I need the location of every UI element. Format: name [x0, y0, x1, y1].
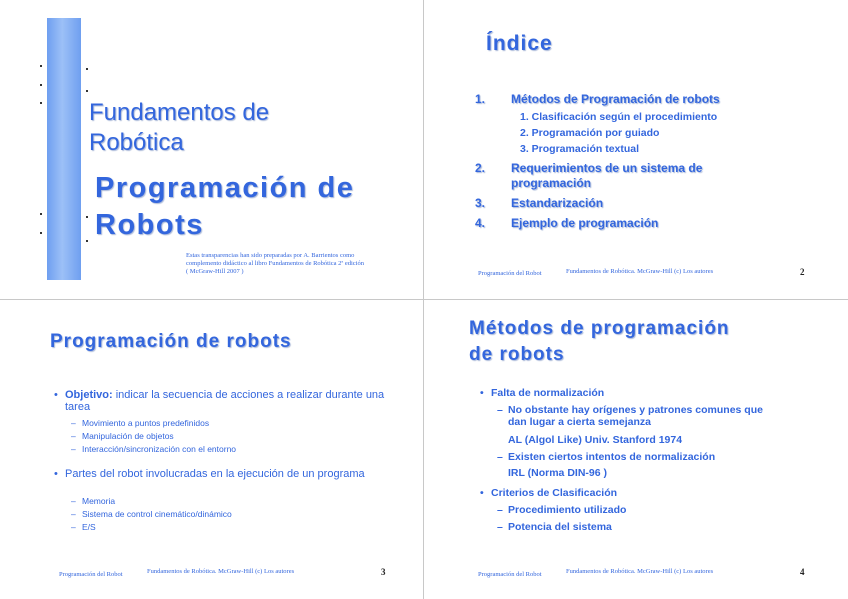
- footer-section: Programación del Robot: [478, 571, 542, 578]
- slide-4-metodos: Métodos de programación de robots • Falta de normalización – No obstante hay orígenes y patrones comunes que dan lugar a cierta semejanza AL (Algol Like) Univ. Stanford 1974 – Existen ciertos intentos de normalización IRL (Norma DIN-96 ) • Criterios de Clasificación – Procedimiento utilizado – Potencia del sistema Programación del Robot Fundamentos de Robótica. McGraw-Hill (c) Los autores 4: [424, 300, 848, 599]
- decorative-tick: [40, 102, 42, 104]
- decorative-tick: [40, 232, 42, 234]
- index-subitem: 2. Programación por guiado: [520, 127, 660, 139]
- bullet-item: • Objetivo: indicar la secuencia de acciones a realizar durante una tarea: [54, 389, 385, 413]
- page-number: 4: [800, 567, 805, 577]
- page-number: 2: [800, 267, 805, 277]
- footer-credits: Fundamentos de Robótica. McGraw-Hill (c) Los autores: [566, 568, 714, 575]
- deck-title: Programación de Robots: [95, 172, 355, 241]
- course-title: Fundamentos de Robótica: [89, 99, 270, 156]
- sub-bullet-item: – No obstante hay orígenes y patrones comunes que dan lugar a cierta semejanza: [497, 404, 763, 428]
- decorative-tick: [86, 240, 88, 242]
- slide-title: Programación de robots: [50, 331, 292, 352]
- decorative-tick: [86, 216, 88, 218]
- author-note: Estas transparencias han sido preparadas por A. Barrientos como complemento didáctico al libro Fundamentos de Robótica 2ª edición ( McGraw-Hill 2007 ): [186, 252, 364, 275]
- slide-2-index: [424, 0, 848, 299]
- index-item: 2. Requerimientos de un sistema de programación: [475, 161, 703, 190]
- decorative-tick: [86, 68, 88, 70]
- footer-credits: Fundamentos de Robótica. McGraw-Hill (c) Los autores: [147, 568, 295, 575]
- decorative-tick: [40, 84, 42, 86]
- footer-section: Programación del Robot: [59, 571, 123, 578]
- index-item: 1. Métodos de Programación de robots: [475, 92, 720, 106]
- index-item: 3. Estandarización: [475, 196, 604, 210]
- slide-1-cover: [0, 0, 423, 299]
- index-subitem: 1. Clasificación según el procedimiento: [520, 111, 718, 123]
- decorative-side-bar: [47, 18, 81, 280]
- index-subitem: 3. Programación textual: [520, 143, 640, 155]
- decorative-tick: [86, 90, 88, 92]
- index-item: 4. Ejemplo de programación: [475, 216, 659, 230]
- decorative-tick: [40, 65, 42, 67]
- sub-bullet-detail: AL (Algol Like) Univ. Stanford 1974: [508, 434, 683, 446]
- slide-title: Índice: [486, 32, 553, 55]
- bullet-item: • Partes del robot involucradas en la ejecución de un programa: [54, 468, 365, 480]
- slide-3-programacion: Programación de robots • Objetivo: indicar la secuencia de acciones a realizar durante una tarea – Movimiento a puntos predefinidos – Manipulación de objetos – Interacción/sincronización con el entorno • Partes del robot involucradas en la ejecución de un programa – Memoria – Sistema de control cinemático/dinámico – E/S Programación del Robot Fundamentos de Robótica. McGraw-Hill (c) Los autores 3: [0, 300, 423, 599]
- footer-credits: Fundamentos de Robótica. McGraw-Hill (c) Los autores: [566, 268, 714, 275]
- sub-bullet-detail: IRL (Norma DIN-96 ): [508, 467, 607, 479]
- slide-title: Métodos de programación de robots: [469, 318, 730, 365]
- page-number: 3: [381, 567, 386, 577]
- decorative-tick: [40, 213, 42, 215]
- footer-section: Programación del Robot: [478, 270, 542, 277]
